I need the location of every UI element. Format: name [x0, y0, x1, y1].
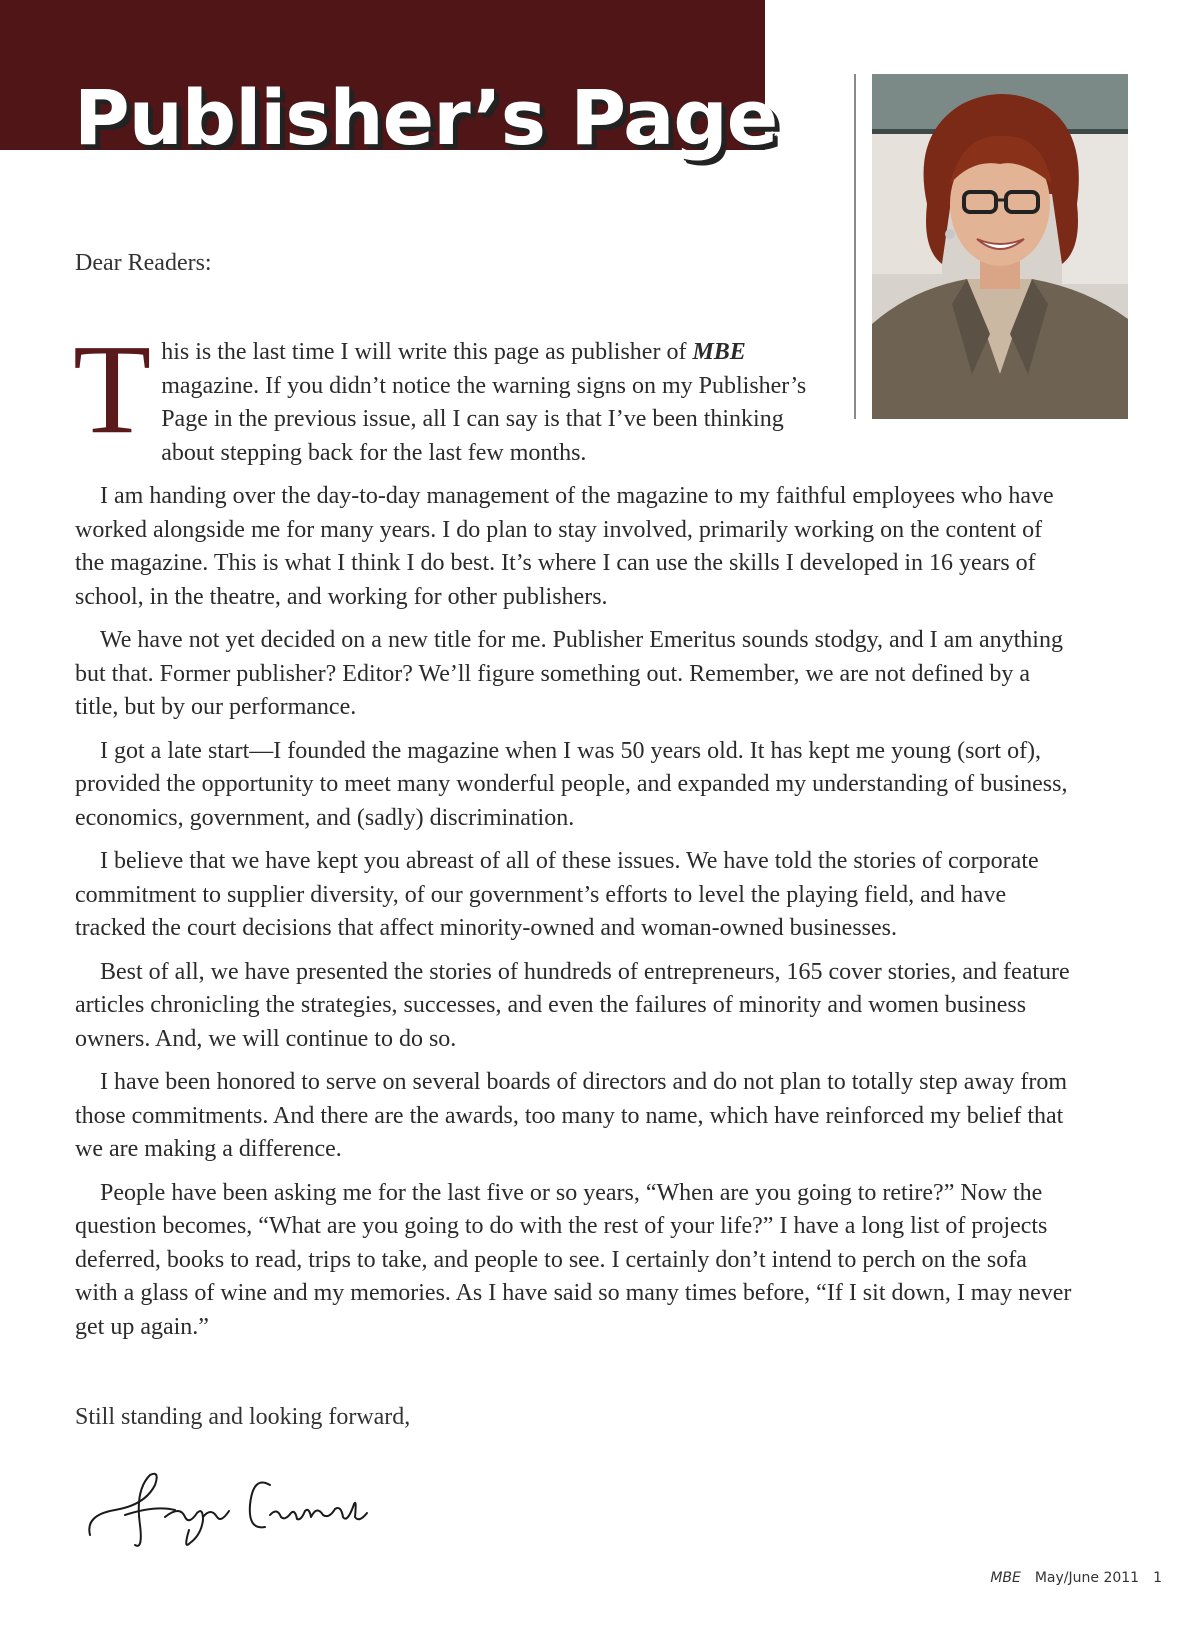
drop-cap: T	[73, 318, 152, 460]
letter-paragraph: I have been honored to serve on several boards of directors and do not plan to totally step away from those commitments. And there are the awards, too many to name, which have reinforced my belief that we are making a difference.	[75, 1069, 1068, 1162]
letter-paragraph: Best of all, we have presented the stories of hundreds of entrepreneurs, 165 cover stories, and feature articles chronicling the strategies, successes, and even the failures of minority and women business owners. And, we will continue to do so.	[75, 958, 1070, 1052]
handwritten-signature	[85, 1455, 415, 1555]
salutation: Dear Readers:	[75, 250, 212, 276]
first-paragraph-start: his is the last time I will write this page as publisher of	[161, 339, 693, 365]
letter-paragraph: I am handing over the day-to-day management of the magazine to my faithful employees who have worked alongside me for many years. I do plan to stay involved, primarily working on the content of the magazine. This is what I think I do best. It’s where I can use the skills I developed in 16 years of school, in the theatre, and working for other publishers.	[75, 483, 1054, 610]
page-footer	[990, 1570, 1162, 1586]
closing-line: Still standing and looking forward,	[75, 1404, 411, 1430]
page-number: 1	[1153, 1570, 1162, 1586]
first-paragraph-rest: magazine. If you didn’t notice the warning signs on my Publisher’s Page in the previous issue, all I can say is that I’ve been thinking about stepping back for the last few months.	[161, 372, 807, 466]
footer-issue: May/June 2011	[1034, 1570, 1140, 1586]
page-title: Publisher’s Page	[74, 73, 778, 162]
letter-paragraph: I got a late start—I founded the magazine when I was 50 years old. It has kept me young (sort of), provided the opportunity to meet many wonderful people, and expanded my understanding of business, economics, government, and (sadly) discrimination.	[75, 737, 1068, 831]
letter-paragraph: People have been asking me for the last five or so years, “When are you going to retire?” Now the question becomes, “What are you going to do with the rest of your life?” I have a long list of projects deferred, books to read, trips to take, and people to see. I certainly don’t intend to perch on the sofa with a glass of wine and my memories. As I have said so many times before, “If I sit down, I may never get up again.”	[75, 1179, 1072, 1340]
letter-paragraph: I believe that we have kept you abreast of all of these issues. We have told the stories of corporate commitment to supplier diversity, of our government’s efforts to level the playing field, and have tracked the court decisions that affect minority-owned and woman-owned businesses.	[75, 848, 1039, 941]
letter-body	[73, 318, 1075, 1354]
letter-paragraph: We have not yet decided on a new title for me. Publisher Emeritus sounds stodgy, and I am anything but that. Former publisher? Editor? We’ll figure something out. Remember, we are not defined by a title, but by our performance.	[75, 627, 1063, 720]
magazine-name: MBE	[692, 339, 746, 365]
letter-paragraph	[73, 318, 1075, 470]
footer-magazine: MBE	[990, 1570, 1021, 1586]
